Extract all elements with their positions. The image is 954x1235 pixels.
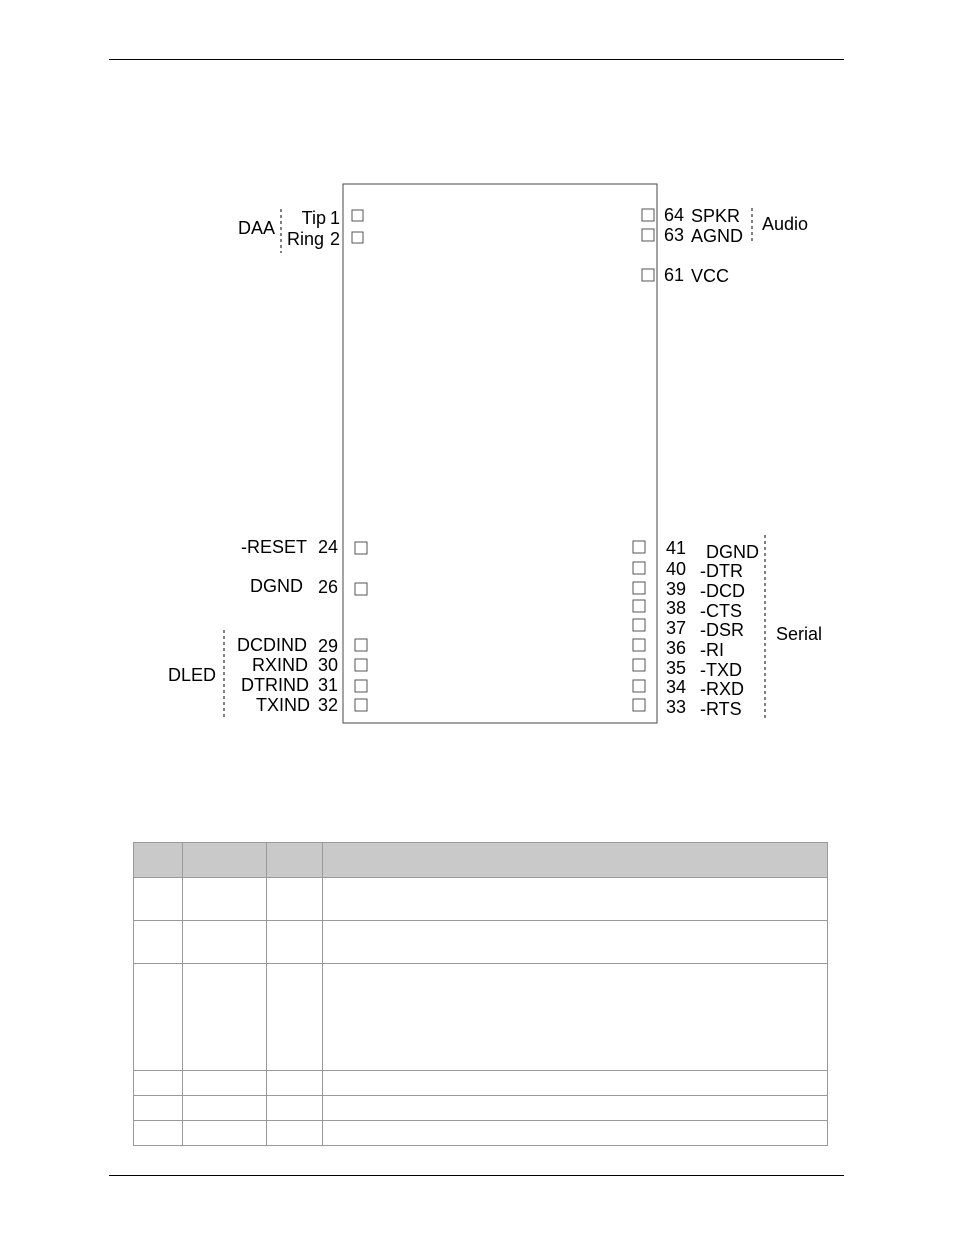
pin-pad	[352, 232, 363, 243]
pin-pad	[355, 639, 367, 651]
pin-number: 24	[317, 537, 338, 557]
table-cell	[134, 1121, 183, 1146]
table-row	[134, 1071, 828, 1096]
table-cell	[267, 921, 323, 964]
pin-name: SPKR	[691, 206, 741, 226]
pin-number: 2	[329, 229, 340, 249]
pin-pad	[633, 699, 645, 711]
pin-number: 35	[666, 658, 687, 678]
pin-number: 61	[664, 265, 685, 285]
table-cell	[267, 878, 323, 921]
table-row	[134, 1121, 828, 1146]
pin-name: -CTS	[700, 601, 742, 621]
pin-pad	[355, 583, 367, 595]
pin-pad	[352, 210, 363, 221]
pin-name: TXIND	[256, 695, 310, 715]
table-cell	[323, 878, 828, 921]
table-cell	[183, 1121, 267, 1146]
pin-number: 29	[317, 636, 338, 656]
pin-number: 40	[666, 559, 687, 579]
pin-pad	[633, 541, 645, 553]
pin-name: -RTS	[700, 699, 742, 719]
pin-number: 33	[666, 697, 687, 717]
pin-number: 64	[664, 205, 685, 225]
pin-number: 39	[666, 579, 687, 599]
pin-number: 32	[317, 695, 338, 715]
group-label-dled: DLED	[168, 665, 217, 685]
pin-pad	[642, 229, 654, 241]
table-cell	[134, 1071, 183, 1096]
pin-pad	[633, 582, 645, 594]
pin-name: DTRIND	[241, 675, 309, 695]
pin-pad	[633, 600, 645, 612]
table-cell	[267, 1071, 323, 1096]
pin-description-table	[133, 842, 828, 1146]
pin-pad	[633, 562, 645, 574]
column-header	[323, 843, 828, 878]
pin-number: 37	[666, 618, 687, 638]
group-label-audio: Audio	[762, 214, 809, 234]
pin-number: 36	[666, 638, 687, 658]
pin-pad	[633, 619, 645, 631]
table-cell	[267, 1096, 323, 1121]
column-header	[134, 843, 183, 878]
pin-pad	[355, 680, 367, 692]
table-cell	[134, 964, 183, 1071]
pin-name: Ring	[286, 229, 324, 249]
table-row	[134, 964, 828, 1071]
pin-name: -DTR	[700, 561, 743, 581]
column-header	[183, 843, 267, 878]
group-label-serial: Serial	[776, 624, 823, 644]
table-cell	[323, 1121, 828, 1146]
pin-number: 34	[666, 677, 687, 697]
pin-name: DGND	[250, 576, 303, 596]
table-row	[134, 921, 828, 964]
pin-name: -RESET	[240, 537, 307, 557]
pin-number: 38	[666, 598, 687, 618]
column-header	[267, 843, 323, 878]
pin-name: DCDIND	[237, 635, 307, 655]
table-cell	[134, 1096, 183, 1121]
pin-number: 63	[664, 225, 685, 245]
pin-number: 41	[666, 538, 687, 558]
pin-number: 31	[317, 675, 338, 695]
table-cell	[183, 1071, 267, 1096]
pin-number: 1	[329, 208, 340, 228]
pin-pad	[642, 269, 654, 281]
table-cell	[323, 964, 828, 1071]
table-cell	[323, 921, 828, 964]
module-body	[343, 184, 657, 723]
pin-name: -RXD	[700, 679, 744, 699]
pin-pad	[633, 680, 645, 692]
table-cell	[183, 1096, 267, 1121]
footer-rule	[109, 1175, 844, 1176]
pin-name: -RI	[700, 640, 724, 660]
table-cell	[323, 1071, 828, 1096]
pin-pad	[633, 639, 645, 651]
group-label-daa: DAA	[238, 218, 276, 238]
pin-name: Tip	[301, 208, 326, 228]
pin-name: RXIND	[251, 655, 308, 675]
pin-pad	[355, 699, 367, 711]
pin-name: DGND	[706, 542, 759, 562]
table-row	[134, 878, 828, 921]
pin-pad	[355, 542, 367, 554]
pin-name: AGND	[691, 226, 744, 246]
pin-name: -DCD	[700, 581, 745, 601]
pin-pad	[633, 659, 645, 671]
table-cell	[267, 1121, 323, 1146]
pin-name: VCC	[691, 266, 730, 286]
table-cell	[323, 1096, 828, 1121]
pin-number: 26	[317, 577, 338, 597]
table-cell	[134, 878, 183, 921]
pin-name: -TXD	[700, 660, 742, 680]
table-row	[134, 1096, 828, 1121]
table-cell	[183, 878, 267, 921]
pin-number: 30	[317, 655, 338, 675]
pin-pad	[642, 209, 654, 221]
table-cell	[267, 964, 323, 1071]
pin-name: -DSR	[700, 620, 744, 640]
table-header-row	[134, 843, 828, 878]
pin-pad	[355, 659, 367, 671]
table-cell	[183, 964, 267, 1071]
table-cell	[134, 921, 183, 964]
table-cell	[183, 921, 267, 964]
